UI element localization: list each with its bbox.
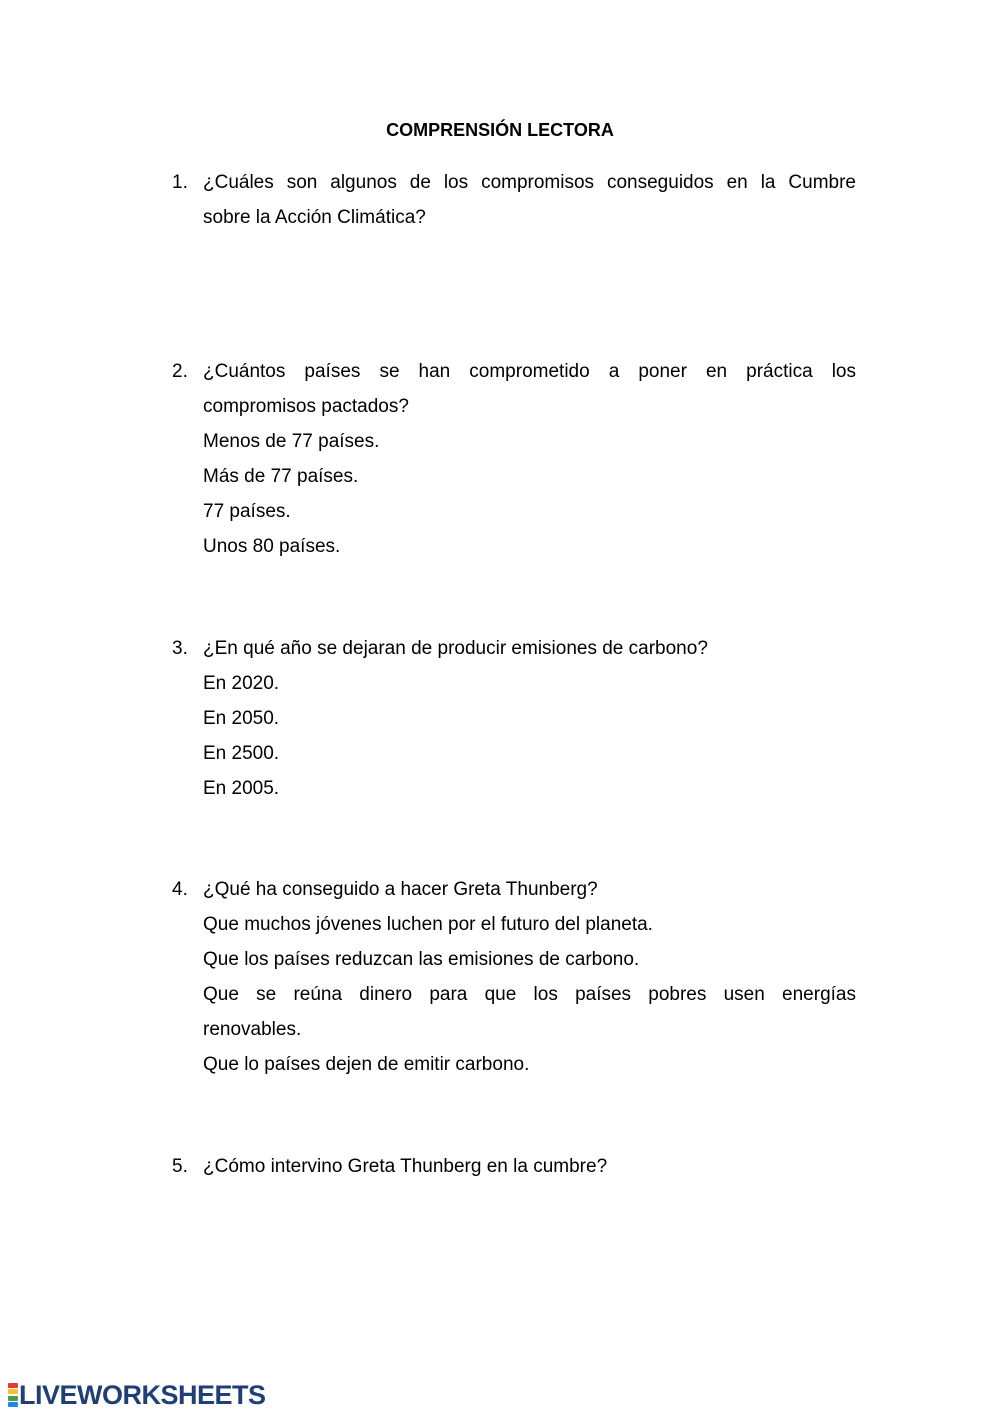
answer-option: Menos de 77 países. bbox=[203, 431, 380, 452]
question-number: 4. bbox=[172, 879, 188, 900]
question-number: 2. bbox=[172, 361, 188, 382]
question-line: ¿Qué ha conseguido a hacer Greta Thunberg? bbox=[203, 879, 598, 900]
answer-option: En 2050. bbox=[203, 708, 280, 729]
answer-option: Que se reúna dinero para que los países pobres usen energías bbox=[203, 984, 856, 1005]
answer-option: En 2500. bbox=[203, 743, 280, 764]
question-line: ¿En qué año se dejaran de producir emisiones de carbono? bbox=[203, 638, 708, 659]
answer-option: Que los países reduzcan las emisiones de carbono. bbox=[203, 949, 640, 970]
page-title: COMPRENSIÓN LECTORA bbox=[386, 120, 614, 140]
answer-option-continuation: renovables. bbox=[203, 1019, 302, 1040]
question-line: ¿Cuántos países se han comprometido a poner en práctica los bbox=[203, 361, 856, 382]
question-text bbox=[203, 354, 856, 564]
logo-square bbox=[8, 1402, 18, 1407]
answer-option: Más de 77 países. bbox=[203, 466, 359, 487]
logo-square bbox=[8, 1396, 18, 1401]
answer-option: En 2020. bbox=[203, 673, 280, 694]
logo-square bbox=[8, 1389, 18, 1394]
logo-square bbox=[8, 1383, 18, 1388]
answer-option: Que muchos jóvenes luchen por el futuro del planeta. bbox=[203, 914, 653, 935]
question-line: ¿Cuáles son algunos de los compromisos conseguidos en la Cumbre bbox=[203, 172, 856, 193]
question-text bbox=[203, 1149, 856, 1184]
liveworksheets-logo bbox=[8, 1380, 266, 1410]
question-text bbox=[203, 165, 856, 235]
answer-option: En 2005. bbox=[203, 778, 280, 799]
answer-option: Que lo países dejen de emitir carbono. bbox=[203, 1054, 530, 1075]
logo-text: LIVEWORKSHEETS bbox=[19, 1380, 266, 1410]
question-line: sobre la Acción Climática? bbox=[203, 207, 426, 228]
question-text bbox=[203, 631, 856, 806]
question-line: ¿Cómo intervino Greta Thunberg en la cumbre? bbox=[203, 1156, 608, 1177]
question-number: 3. bbox=[172, 638, 188, 659]
logo-color-strip-icon bbox=[8, 1383, 18, 1407]
question-line: compromisos pactados? bbox=[203, 396, 409, 417]
question-number: 1. bbox=[172, 172, 188, 193]
answer-option: Unos 80 países. bbox=[203, 536, 341, 557]
answer-option: 77 países. bbox=[203, 501, 291, 522]
question-text bbox=[203, 872, 856, 1082]
question-number: 5. bbox=[172, 1156, 188, 1177]
